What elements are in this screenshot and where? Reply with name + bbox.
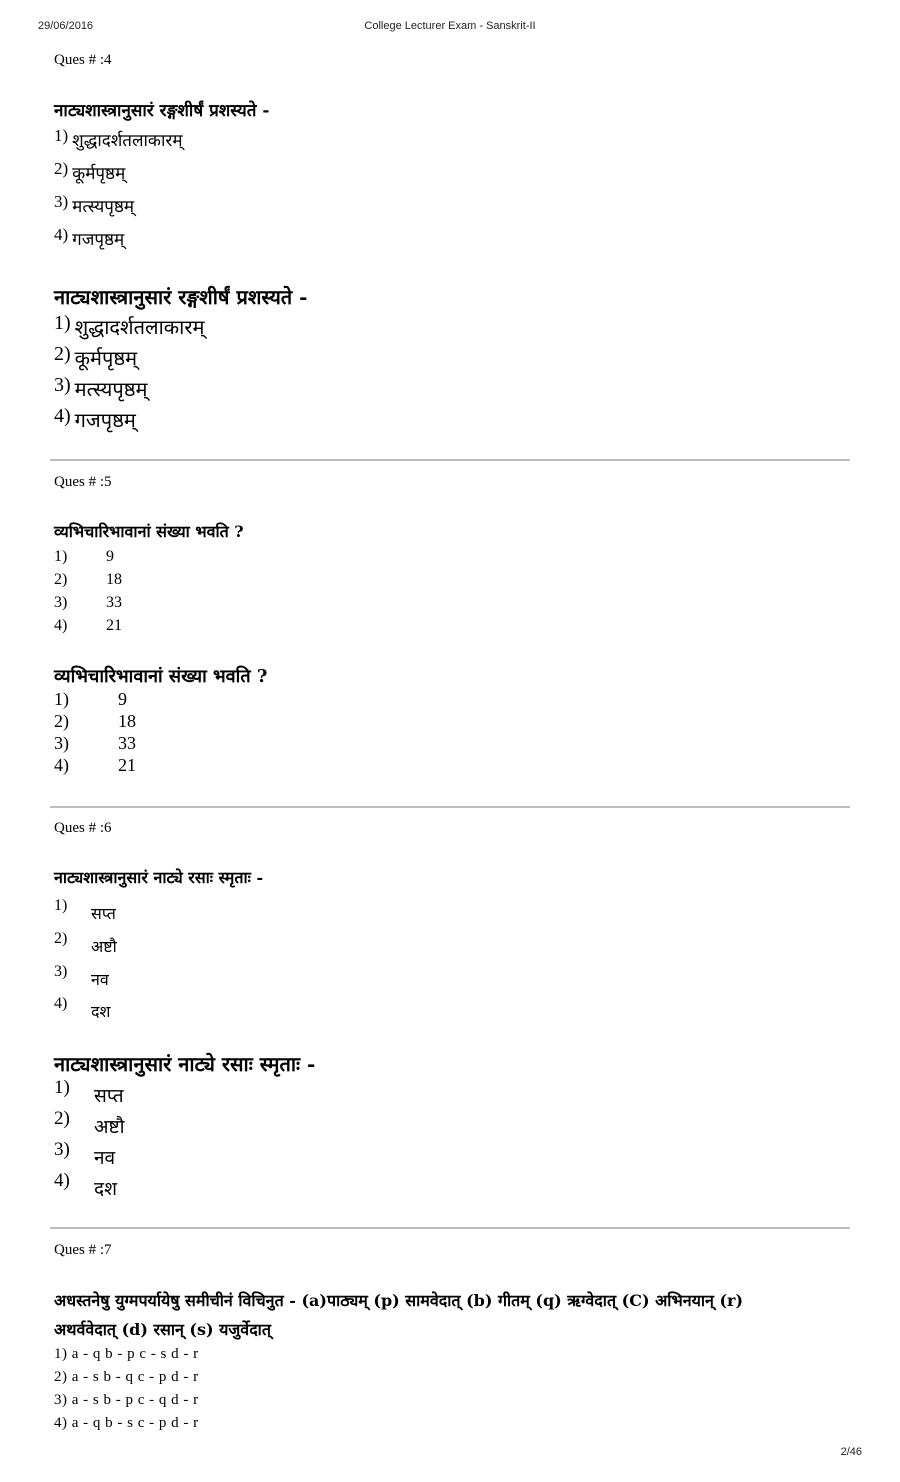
q4-option-4 xyxy=(54,227,124,250)
question-4-text: नाट्यशास्त्रानुसारं रङ्गशीर्षं प्रशस्यते - xyxy=(54,101,270,121)
question-separator xyxy=(50,459,850,461)
question-5-text: व्यभिचारिभावानां संख्या भवति ? xyxy=(54,522,244,541)
question-number-5: Ques # :5 xyxy=(54,474,112,490)
option-text: गजपृष्ठम् xyxy=(74,408,136,432)
q7-option-2: 2) a - s b - q c - p d - r xyxy=(54,1369,199,1385)
option-number: 1) xyxy=(54,126,69,145)
option-number: 3) xyxy=(54,963,68,980)
option-text: दश xyxy=(91,1002,111,1021)
option-text: शुद्धादर्शतलाकारम् xyxy=(72,131,183,151)
question-5-text-large: व्यभिचारिभावानां संख्या भवति ? xyxy=(54,666,268,687)
page-number: 2/46 xyxy=(840,1446,862,1458)
option-number: 2) xyxy=(54,571,68,588)
option-text: 18 xyxy=(106,571,122,588)
option-number: 1) xyxy=(54,548,68,565)
q5-large-option-2 xyxy=(54,711,136,732)
option-text: मत्स्यपृष्ठम् xyxy=(72,197,135,217)
option-number: 4) xyxy=(54,755,69,775)
option-text: 21 xyxy=(106,617,122,634)
question-7-text-line2: अथर्ववेदात् (d) रसान् (s) यजुर्वेदात् xyxy=(54,1320,271,1339)
option-number: 2) xyxy=(54,711,69,731)
q7-option-4: 4) a - q b - s c - p d - r xyxy=(54,1415,199,1431)
option-text: नव xyxy=(91,970,109,989)
q5-option-3 xyxy=(54,594,122,612)
option-number: 2) xyxy=(54,1108,70,1129)
q4-option-3 xyxy=(54,194,134,217)
option-text: सप्त xyxy=(94,1085,124,1107)
option-number: 1) xyxy=(54,312,71,334)
q5-large-option-3 xyxy=(54,733,136,754)
q5-option-2 xyxy=(54,571,122,589)
option-number: 2) xyxy=(54,159,69,178)
print-date: 29/06/2016 xyxy=(38,20,94,32)
option-text: कूर्मपृष्ठम् xyxy=(72,164,126,184)
option-number: 1) xyxy=(54,1077,70,1098)
q4-large-option-1 xyxy=(54,313,204,340)
option-number: 3) xyxy=(54,1139,70,1160)
q7-option-3: 3) a - s b - p c - q d - r xyxy=(54,1392,199,1408)
option-text: शुद्धादर्शतलाकारम् xyxy=(74,315,205,339)
q4-large-option-3 xyxy=(54,375,148,402)
question-separator xyxy=(50,1227,850,1229)
option-text: 33 xyxy=(118,733,136,753)
option-number: 1) xyxy=(54,897,68,914)
q4-option-2 xyxy=(54,161,125,184)
option-text: 21 xyxy=(118,755,136,775)
option-number: 3) xyxy=(54,192,69,211)
option-text: 33 xyxy=(106,594,122,611)
option-text: 18 xyxy=(118,711,136,731)
q5-option-4 xyxy=(54,617,122,635)
option-number: 4) xyxy=(54,995,68,1012)
question-6-text: नाट्यशास्त्रानुसारं नाट्ये रसाः स्मृताः - xyxy=(54,868,264,887)
option-text: मत्स्यपृष्ठम् xyxy=(74,377,148,401)
option-number: 4) xyxy=(54,405,71,427)
option-number: 4) xyxy=(54,1170,70,1191)
option-text: अष्टौ xyxy=(94,1116,125,1138)
option-number: 3) xyxy=(54,733,69,753)
option-text: 9 xyxy=(118,689,127,709)
q5-option-1 xyxy=(54,548,114,566)
q5-large-option-1 xyxy=(54,689,127,710)
option-number: 3) xyxy=(54,594,68,611)
q4-large-option-2 xyxy=(54,344,137,371)
question-number-7: Ques # :7 xyxy=(54,1242,112,1258)
option-text: 9 xyxy=(106,548,114,565)
option-text: नव xyxy=(94,1147,116,1169)
option-number: 3) xyxy=(54,374,71,396)
option-number: 4) xyxy=(54,225,69,244)
option-number: 2) xyxy=(54,343,71,365)
question-number-4: Ques # :4 xyxy=(54,52,112,68)
option-number: 2) xyxy=(54,930,68,947)
question-number-6: Ques # :6 xyxy=(54,820,112,836)
option-text: दश xyxy=(94,1178,118,1200)
question-6-text-large: नाट्यशास्त्रानुसारं नाट्ये रसाः स्मृताः - xyxy=(54,1052,316,1076)
q7-option-1: 1) a - q b - p c - s d - r xyxy=(54,1346,199,1362)
option-text: अष्टौ xyxy=(91,937,117,956)
q5-large-option-4 xyxy=(54,755,136,776)
document-title: College Lecturer Exam - Sanskrit-II xyxy=(364,20,536,32)
question-4-text-large: नाट्यशास्त्रानुसारं रङ्गशीर्षं प्रशस्यते - xyxy=(54,285,308,309)
q4-large-option-4 xyxy=(54,406,136,433)
question-7-text-line1: अधस्तनेषु युग्मपर्यायेषु समीचीनं विचिनुत - (a)पाठ्यम् (p) सामवेदात् (b) गीतम् (q) ऋग्वेदात् (C) अभिनयान् (r) xyxy=(54,1291,744,1310)
option-text: गजपृष्ठम् xyxy=(72,230,125,250)
question-separator xyxy=(50,806,850,808)
option-text: कूर्मपृष्ठम् xyxy=(74,346,138,370)
option-text: सप्त xyxy=(91,904,116,923)
q4-option-1 xyxy=(54,128,183,151)
option-number: 1) xyxy=(54,689,69,709)
option-number: 4) xyxy=(54,617,68,634)
